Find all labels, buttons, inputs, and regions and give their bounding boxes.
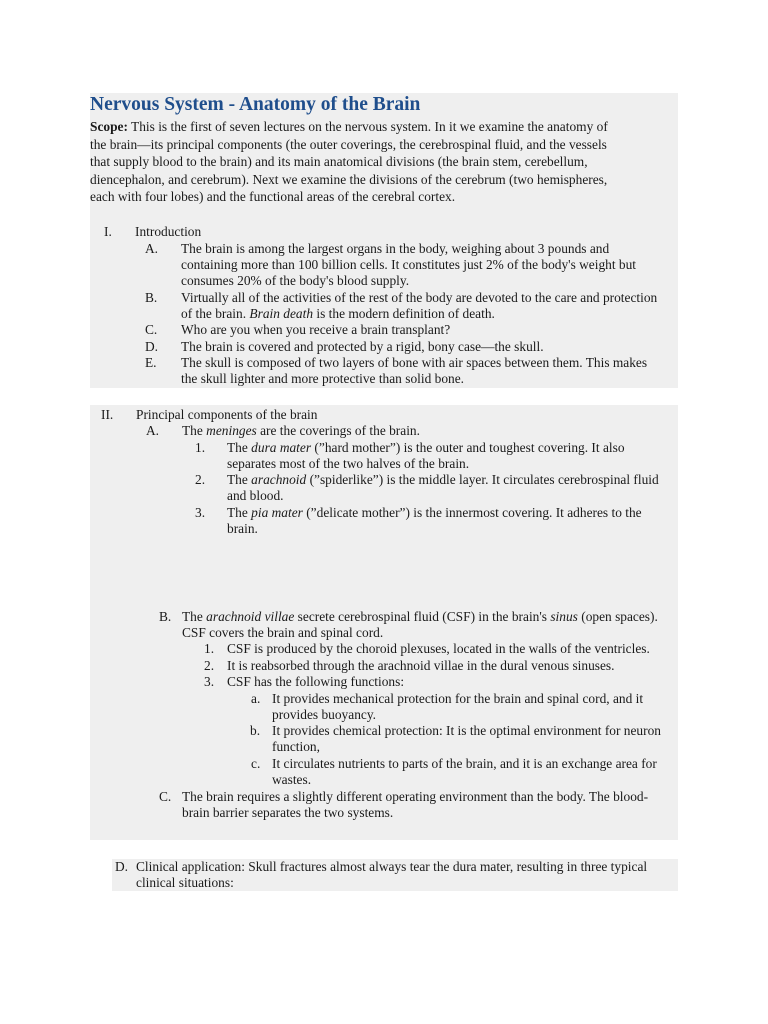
item-marker: C. <box>159 789 172 804</box>
scope-line: diencephalon, and cerebrum). Next we examine the divisions of the cerebrum (two hemispheres, <box>90 171 608 187</box>
item-marker: B. <box>145 290 158 305</box>
function-marker: b. <box>250 723 261 738</box>
sub-text: CSF is produced by the choroid plexuses, located in the walls of the ventricles. <box>227 641 650 656</box>
item-text: clinical situations: <box>136 875 234 890</box>
item-text: containing more than 100 billion cells. It constitutes just 2% of the body's weight but <box>181 257 637 272</box>
scope-line: the brain—its principal components (the outer coverings, the cerebrospinal fluid, and the vessels <box>90 136 607 152</box>
item-text: The brain is covered and protected by a rigid, bony case—the skull. <box>181 339 544 354</box>
section1-heading: Introduction <box>135 224 202 239</box>
sub-text: CSF has the following functions: <box>227 674 405 689</box>
sub-text: The arachnoid (”spiderlike”) is the middle layer. It circulates cerebrospinal fluid <box>227 472 659 487</box>
function-text: provides buoyancy. <box>272 707 376 722</box>
function-text: function, <box>272 739 320 754</box>
scope-line: each with four lobes) and the functional areas of the cerebral cortex. <box>90 189 456 204</box>
function-marker: a. <box>251 691 261 706</box>
section2-heading: Principal components of the brain <box>136 407 318 422</box>
item-text: Who are you when you receive a brain transplant? <box>181 322 451 337</box>
sub-marker: 3. <box>195 505 206 520</box>
scope-label: Scope: <box>90 119 128 134</box>
item-marker: B. <box>159 609 172 624</box>
item-text: the skull lighter and more protective than solid bone. <box>181 371 464 386</box>
item-marker: A. <box>145 241 159 256</box>
function-marker: c. <box>251 756 261 771</box>
sub-text: brain. <box>227 521 258 536</box>
item-text: consumes 20% of the body's blood supply. <box>181 273 410 288</box>
sub-text: separates most of the two halves of the brain. <box>227 456 470 471</box>
scope-line: that supply blood to the brain) and its main anatomical divisions (the brain stem, cerebellum, <box>90 154 588 169</box>
function-text: It provides mechanical protection for the brain and spinal cord, and it <box>272 691 644 706</box>
sub-text: It is reabsorbed through the arachnoid villae in the dural venous sinuses. <box>227 658 615 673</box>
function-text: It circulates nutrients to parts of the brain, and it is an exchange area for <box>272 756 657 771</box>
item-text: The brain is among the largest organs in the body, weighing about 3 pounds and <box>181 241 610 256</box>
item-text: The arachnoid villae secrete cerebrospinal fluid (CSF) in the brain's sinus (open spaces). <box>182 609 658 624</box>
item-text: brain barrier separates the two systems. <box>182 805 394 820</box>
page-title: Nervous System - Anatomy of the Brain <box>90 94 421 115</box>
sub-text: The dura mater (”hard mother”) is the outer and toughest covering. It also <box>227 440 625 455</box>
function-text: wastes. <box>272 772 312 787</box>
scope-paragraph: Scope: This is the first of seven lectures on the nervous system. In it we examine the anatomy of <box>90 119 608 134</box>
item-text: Clinical application: Skull fractures almost always tear the dura mater, resulting in three typical <box>136 859 648 874</box>
sub-marker: 1. <box>195 440 206 455</box>
sub-text: and blood. <box>227 488 284 503</box>
item-marker: E. <box>145 355 157 370</box>
item-text: The brain requires a slightly different operating environment than the body. The blood- <box>182 789 649 804</box>
item-text: CSF covers the brain and spinal cord. <box>182 625 384 640</box>
item-text: The meninges are the coverings of the brain. <box>182 423 420 438</box>
item-text: of the brain. Brain death is the modern definition of death. <box>181 306 495 321</box>
item-marker: D. <box>145 339 159 354</box>
sub-marker: 2. <box>204 658 215 673</box>
function-text: It provides chemical protection: It is the optimal environment for neuron <box>272 723 661 738</box>
sub-marker: 2. <box>195 472 206 487</box>
section1-number: I. <box>104 224 112 239</box>
sub-text: The pia mater (”delicate mother”) is the innermost covering. It adheres to the <box>227 505 642 520</box>
item-text: The skull is composed of two layers of bone with air spaces between them. This makes <box>181 355 648 370</box>
item-marker: C. <box>145 322 158 337</box>
item-marker: D. <box>115 859 129 874</box>
sub-marker: 1. <box>204 641 215 656</box>
item-text: Virtually all of the activities of the rest of the body are devoted to the care and protection <box>181 290 658 305</box>
item-marker: A. <box>146 423 160 438</box>
section2-number: II. <box>101 407 114 422</box>
sub-marker: 3. <box>204 674 215 689</box>
